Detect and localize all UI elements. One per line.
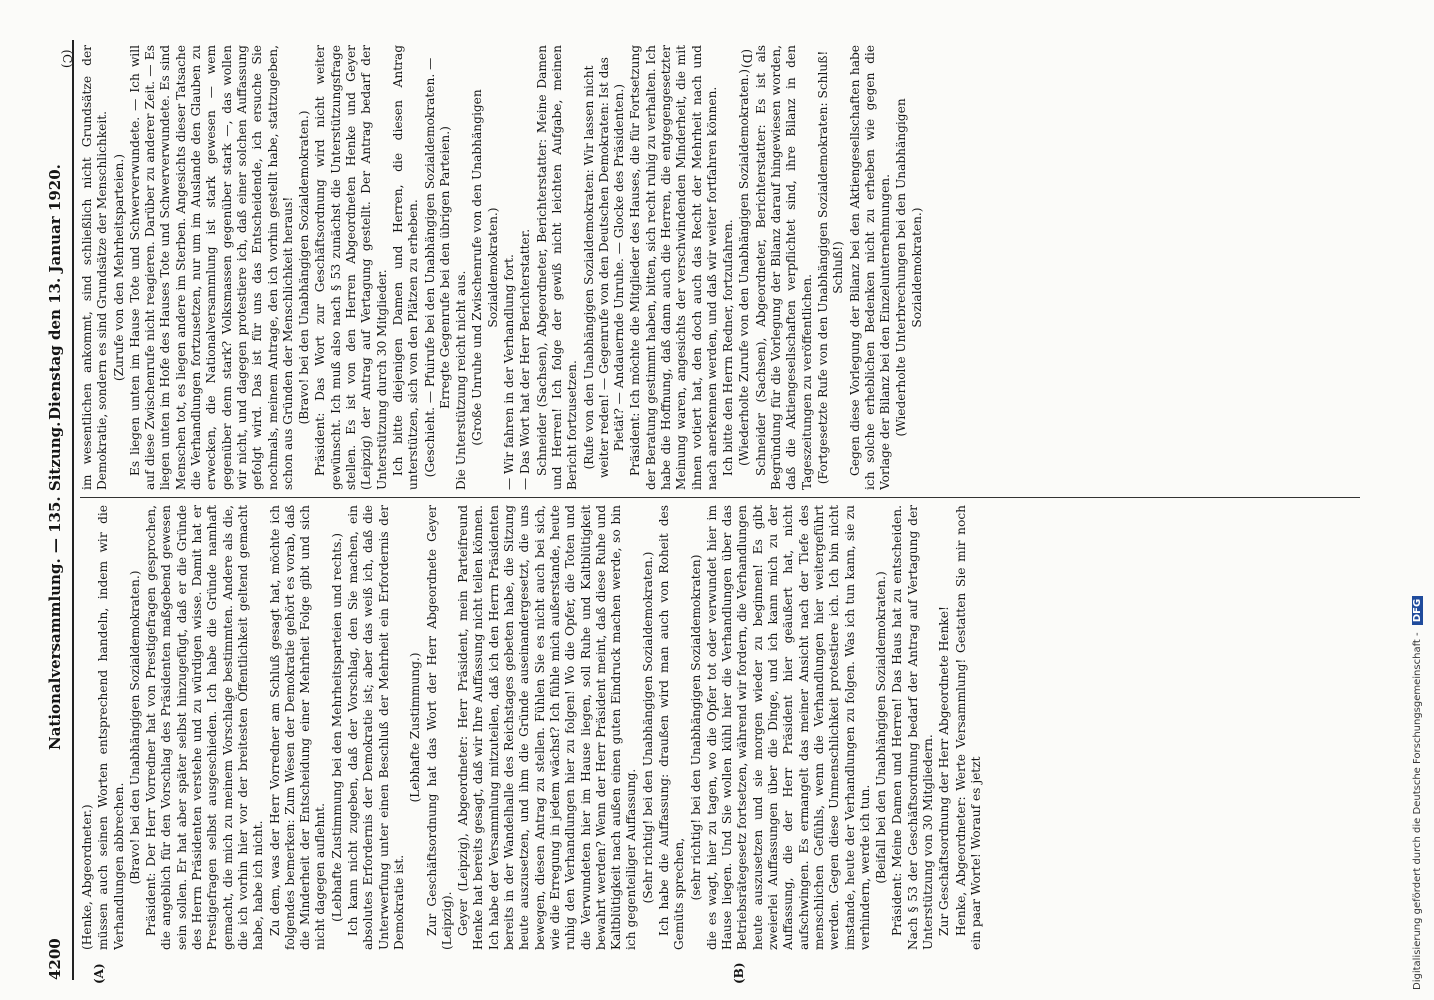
paragraph: — Wir fahren in der Verhandlung fort. <box>502 254 517 490</box>
paragraph: Henke, Abgeordneter: Werte Versammlung! Gestatten Sie mir noch ein paar Worte! Worauf es jetzt <box>953 505 983 950</box>
paragraph: Schneider (Sachsen), Abgeordneter, Berichterstatter: Meine Damen und Herren! Ich folge der gewiß nicht leichten Aufgabe, meinen Bericht fortzusetzen. <box>534 45 580 490</box>
margin-mark-a: (A) <box>92 963 106 984</box>
rotated-page-content <box>40 40 1380 984</box>
paragraph: Zur Geschäftsordnung hat das Wort der Herr Abgeordnete Geyer (Leipzig). <box>424 505 454 950</box>
paragraph: Ich kann nicht zugeben, daß der Vorschlag, den Sie machen, ein absolutes Erfordernis der Demokratie ist; aber das weiß ich, daß die Unterwerfung unter einen Beschluß der Mehrheit ein Erfordernis der Demokratie ist. <box>346 505 406 950</box>
header-rule <box>72 40 74 980</box>
running-title: Nationalversammlung. — 135. Sitzung. <box>46 421 64 750</box>
interjection: (Große Unruhe und Zwischenrufe von den Unabhängigen Sozialdemokraten.) <box>470 89 500 446</box>
page-number: 4200 <box>46 938 64 980</box>
paragraph: Ich bitte diejenigen Damen und Herren, die diesen Antrag unterstützen, sich von den Plätzen zu erheben. <box>390 45 421 490</box>
running-header <box>40 40 70 980</box>
interjection: (Fortgesetzte Rufe von den Unabhängigen Sozialdemokraten: Schluß! Schluß!) <box>815 50 846 485</box>
interjection: (Bravo! bei den Unabhängigen Sozialdemokraten.) <box>297 110 312 425</box>
margin-mark-d: (D) <box>740 49 754 68</box>
paragraph: Präsident: Der Herr Vorredner hat von Prestigefragen gesprochen, die angeblich für den Vorschlag des Präsidenten maßgebend gewesen sein sollen. Er hat aber später selbst hinzugefügt, daß er die Gründe des Herrn Präsidenten verstehe und zu würdigen wisse. Damit hat er Prestigefragen selbst ausgeschieden. Ich habe die Gründe namhaft gemacht, die mich zu meinem Vorschlage bestimmten. Andere als die, die ich vorhin hier vor der breitesten Öffentlichkeit geltend gemacht habe, habe ich nicht. <box>144 505 266 950</box>
dfg-logo[interactable]: DFG <box>1412 596 1423 625</box>
margin-mark-c: (C) <box>60 49 74 68</box>
paragraph: im wesentlichen ankommt, sind schließlich nicht Grundsätze der Demokratie, sondern es sind Grundsätze der Menschlichkeit. <box>80 45 110 490</box>
paragraph: Ich bitte den Herrn Redner, fortzufahren. <box>721 219 736 476</box>
interjection: (Lebhafte Zustimmung.) <box>408 652 423 803</box>
interjection: (Wiederholte Zurufe von den Unabhängigen Sozialdemokraten.) <box>737 68 752 467</box>
digitization-credit <box>1412 10 1430 990</box>
margin-mark-b: (B) <box>732 962 746 984</box>
interjection: (Sehr richtig! bei den Unabhängigen Sozialdemokraten.) <box>640 551 655 904</box>
paragraph: die es wagt, hier zu tagen, wo die Opfer tot oder verwundet hier im Hause liegen. Und Sie wollen kühl hier die Verhandlungen über das Betriebsrätegesetz fortsetzen, während wir fordern, die Verhandlungen heute auszusetzen und sie morgen wieder zu beginnen! Es gibt zweierlei Auffassungen über die Dinge, und ich kann mich zu der Auffassung, die der Herr Präsident hier geäußert hat, nicht aufschwingen. Es ermangelt das meiner Ansicht nach der Tiefe des menschlichen Gefühls, wenn die Verhandlungen hier weitergeführt werden. Gegen diese Unmenschlichkeit protestiere ich. Ich bin nicht imstande, heute der Verhandlungen zu folgen. Was ich tun kann, sie zu verhindern, werde ich tun. <box>704 505 872 950</box>
paragraph: Gegen diese Vorlegung der Bilanz bei den Aktiengesellschaften habe ich solche erheblichen Bedenken nicht zu erheben wie gegen die Vorlage der Bilanz bei den Einzelunternehmungen. <box>847 45 893 490</box>
paragraph: Die Unterstützung reicht nicht aus. <box>454 270 469 490</box>
credit-text: Digitalisierung gefördert durch die Deutsche Forschungsgemeinschaft - <box>1412 632 1423 990</box>
speaker-continuation: (Henke, Abgeordneter.) <box>80 804 94 950</box>
paragraph: Zu dem, was der Herr Vorredner am Schluß gesagt hat, möchte ich folgendes bemerken: Zum Wesen der Demokratie gehört es vorab, daß die Minderheit der Entscheidung einer Mehrheit Folge gibt und sich nicht dagegen auflehnt. <box>267 505 328 950</box>
interjection: (Bravo! bei den Unabhängigen Sozialdemokraten.) <box>127 570 142 885</box>
paragraph: Ich habe die Auffassung: draußen wird man auch von Roheit des Gemüts sprechen, <box>656 505 687 950</box>
interjection: (Geschieht. — Pfuirufe bei den Unabhängigen Sozialdemokraten. — Erregte Gegenrufe bei den übrigen Parteien.) <box>422 57 452 478</box>
paragraph: Präsident: Meine Damen und Herren! Das Haus hat zu entscheiden. Nach § 53 der Geschäftsordnung bedarf der Antrag auf Vertagung der Unterstützung von 30 Mitgliedern. <box>890 505 936 950</box>
right-column <box>80 45 1370 490</box>
interjection: (Wiederholte Unterbrechungen bei den Unabhängigen Sozialdemokraten.) <box>894 98 924 437</box>
paragraph: Präsident: Ich möchte die Mitglieder des Hauses, die für Fortsetzung der Beratung gestimmt haben, bitten, sich recht ruhig zu verhalten. Ich habe die Hoffnung, daß dann auch die Herren, die entgegengesetzter Meinung waren, angesichts der verschwindenden Minderheit, die mit ihnen votiert hat, den doch auch das Recht der Mehrheit nach und nach anerkennen werden, und daß wir weiter fortfahren können. <box>628 45 719 490</box>
interjection: (sehr richtig! bei den Unabhängigen Sozialdemokraten) <box>688 554 703 901</box>
interjection: (Beifall bei den Unabhängigen Sozialdemokraten.) <box>874 571 889 884</box>
paragraph: — Das Wort hat der Herr Berichterstatter. <box>518 228 533 490</box>
paragraph: Schneider (Sachsen), Abgeordneter, Berichterstatter: Es ist als Begründung für die Vorlegung der Bilanz darauf hingewiesen worden, daß die Aktiengesellschaften verpflichtet sind, ihre Bilanz in den Tageszeitungen zu veröffentlichen. <box>753 45 814 490</box>
paragraph: Geyer (Leipzig), Abgeordneter: Herr Präsident, mein Parteifreund Henke hat bereits gesagt, daß wir Ihre Auffassung nicht teilen können. Ich habe der Versammlung mitzuteilen, daß ich den Herrn Präsidenten bereits in der Wandelhalle des Reichstages gebeten habe, die Sitzung heute auszusetzen, und ihm die Gründe auseinandergesetzt, die uns bewegen, diesen Antrag zu stellen. Fühlen Sie es nicht auch bei sich, wie die Erregung in jedem wächst? Ich fühle mich außerstande, heute ruhig den Verhandlungen hier zu folgen! Wo die Opfer, die Toten und die Verwundeten hier im Hause liegen, soll Ruhe und Kaltblütigkeit bewahrt werden? Wenn der Herr Präsident meint, daß diese Ruhe und Kaltblütigkeit nach außen einen guten Eindruck machen werde, so bin ich gegenteiliger Auffassung. <box>456 505 639 950</box>
left-column <box>80 505 1370 950</box>
paragraph: Es liegen unten im Hause Tote und Schwerverwundete. — Ich will auf diese Zwischenrufe nicht reagieren. Darüber zu anderer Zeit. — Es liegen unten im Hofe des Hauses Tote und Schwerverwundete. Es sind Menschen tot, es liegen andere im Sterben. Angesichts dieser Tatsache die Verhandlungen fortzusetzen, nur um im Auslande den Glauben zu erwecken, die Nationalversammlung ist stark gewesen — wem gegenüber denn stark? Volksmassen gegenüber stark —, das wollen wir nicht, und dagegen protestiere ich, daß einer solchen Auffassung gefolgt wird. Das ist für uns das Entscheidende, ich ersuche Sie nochmals, meinem Antrage, den ich vorhin gestellt habe, stattzugeben, schon aus Gründen der Menschlichkeit heraus! <box>127 45 295 490</box>
paragraph: Präsident: Das Wort zur Geschäftsordnung wird nicht weiter gewünscht. Ich muß also nach § 53 zunächst die Unterstützungsfrage stellen. Es ist von den Herren Abgeordneten Henke und Geyer (Leipzig) der Antrag auf Vertagung gestellt. Der Antrag bedarf der Unterstützung durch 30 Mitglieder. <box>313 45 389 490</box>
column-divider <box>80 497 1360 498</box>
paragraph: Zur Geschäftsordnung der Herr Abgeordnete Henke! <box>937 606 952 936</box>
paragraph: müssen auch seinen Worten entsprechend handeln, indem wir die Verhandlungen abbrechen. <box>96 505 126 950</box>
interjection: (Rufe von den Unabhängigen Sozialdemokraten: Wir lassen nicht weiter reden! — Gegenrufe von den Deutschen Demokraten: Ist das Pietät? — Andauernde Unruhe. — Glocke des Präsidenten.) <box>581 57 627 478</box>
interjection: (Lebhafte Zustimmung bei den Mehrheitsparteien und rechts.) <box>329 532 344 923</box>
session-date: Dienstag den 13. Januar 1920. <box>46 164 64 420</box>
interjection: (Zurufe von den Mehrheitsparteien.) <box>111 153 126 382</box>
